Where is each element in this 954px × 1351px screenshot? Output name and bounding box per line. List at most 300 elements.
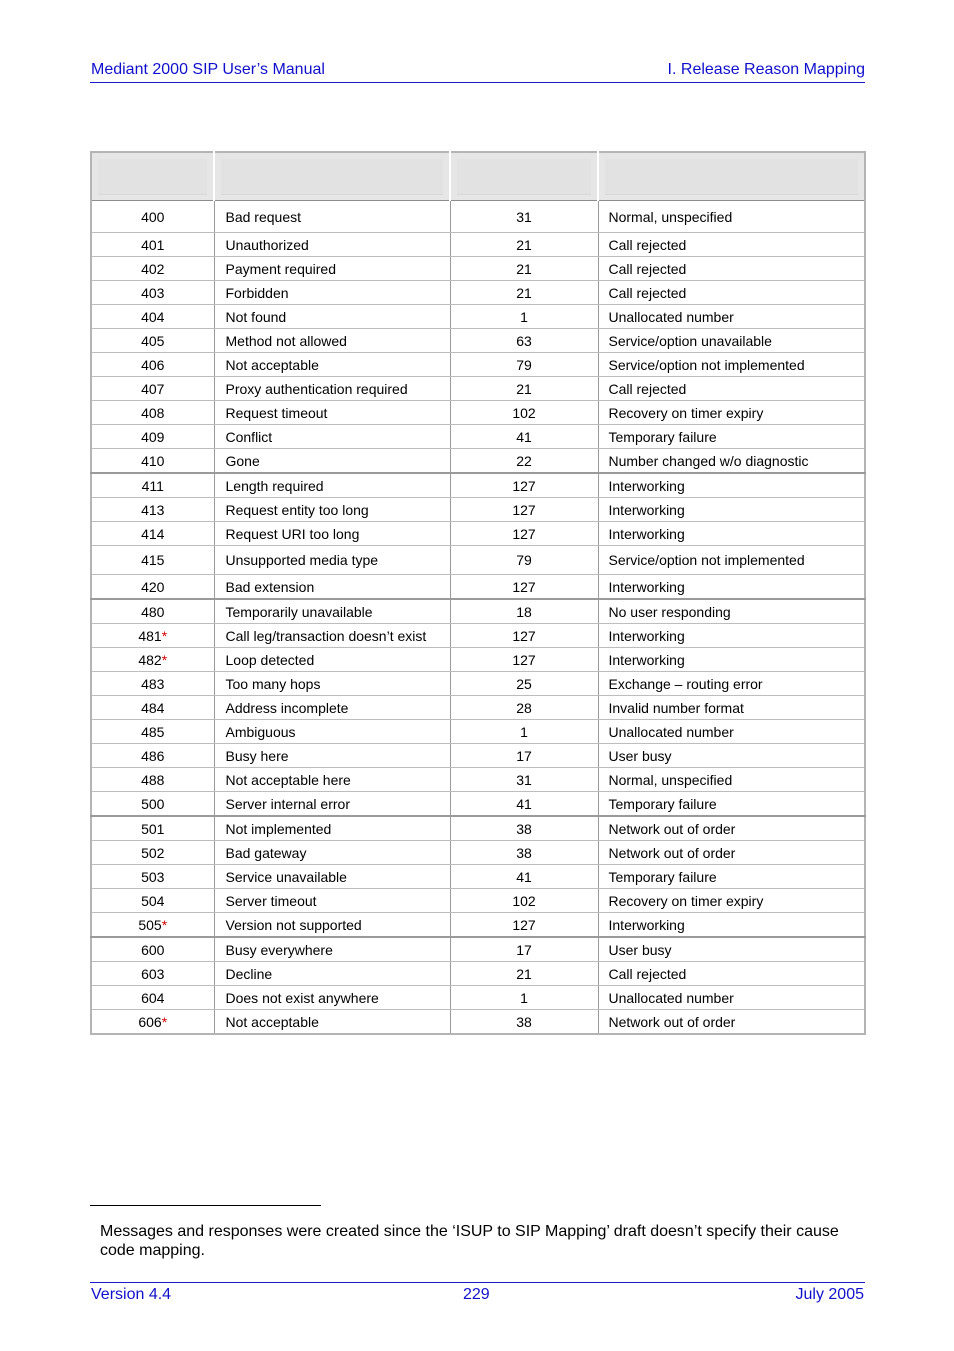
cause-description-cell xyxy=(598,913,865,938)
sip-description-cell-text: Proxy authentication required xyxy=(225,380,408,397)
sip-description-cell xyxy=(214,648,450,672)
cause-description-cell-text: Service/option not implemented xyxy=(608,356,805,373)
isdn-cause-cell-text: 18 xyxy=(516,603,532,620)
sip-description-cell-text: Decline xyxy=(225,965,273,982)
cause-description-cell xyxy=(598,522,865,546)
isdn-cause-cell xyxy=(450,575,598,600)
table-row xyxy=(91,744,865,768)
cause-description-cell-text: Service/option not implemented xyxy=(608,552,805,568)
sip-code-cell-text: 408 xyxy=(141,404,165,421)
sip-description-cell-text: Bad request xyxy=(225,208,301,225)
cause-description-cell-text: Service/option unavailable xyxy=(608,332,772,349)
cause-description-cell-text: User busy xyxy=(608,941,672,958)
sip-description-cell-text: Unsupported media type xyxy=(225,552,379,568)
cause-description-cell-text: Call rejected xyxy=(608,236,687,253)
sip-code-cell xyxy=(91,792,214,817)
table-row xyxy=(91,257,865,281)
cause-description-cell-text: Temporary failure xyxy=(608,795,717,812)
sip-code-cell xyxy=(91,744,214,768)
footer-page-number: 229 xyxy=(463,1286,490,1303)
sip-description-cell-text: Version not supported xyxy=(225,916,362,933)
sip-code-cell-text: 410 xyxy=(141,452,165,469)
sip-code-cell-text: 414 xyxy=(141,525,165,542)
cause-description-cell-text: Network out of order xyxy=(608,844,736,861)
isdn-cause-cell-text: 41 xyxy=(516,868,532,885)
sip-description-cell xyxy=(214,201,450,233)
cause-description-cell-text: No user responding xyxy=(608,603,731,620)
sip-code-cell-text: 502 xyxy=(141,844,165,861)
sip-description-cell xyxy=(214,233,450,257)
sip-description-cell xyxy=(214,599,450,624)
cause-description-cell xyxy=(598,889,865,913)
table-body xyxy=(91,201,865,1035)
sip-code-cell xyxy=(91,889,214,913)
isdn-cause-cell xyxy=(450,913,598,938)
sip-description-cell-text: Not acceptable here xyxy=(225,771,351,788)
sip-code-cell-text: 600 xyxy=(141,941,165,958)
table-row xyxy=(91,473,865,498)
cause-description-cell-text: Call rejected xyxy=(608,284,687,301)
sip-description-cell-text: Call leg/transaction doesn’t exist xyxy=(225,627,427,644)
sip-code-cell xyxy=(91,498,214,522)
sip-code-cell xyxy=(91,720,214,744)
sip-code-cell xyxy=(91,599,214,624)
isdn-cause-cell xyxy=(450,865,598,889)
sip-code-cell-text: 401 xyxy=(141,236,165,253)
sip-description-cell-text: Gone xyxy=(225,452,260,469)
footer-version: Version 4.4 xyxy=(91,1286,172,1303)
table-row xyxy=(91,841,865,865)
sip-code-cell-text: 420 xyxy=(141,578,165,595)
isdn-cause-cell-text: 41 xyxy=(516,795,532,812)
isdn-cause-cell-text: 79 xyxy=(516,356,532,373)
sip-description-cell-text: Does not exist anywhere xyxy=(225,989,379,1006)
isdn-cause-cell xyxy=(450,816,598,841)
cause-description-cell-text: Temporary failure xyxy=(608,868,717,885)
cause-description-cell-text: Normal, unspecified xyxy=(608,771,733,788)
sip-description-cell-text: Bad extension xyxy=(225,578,315,595)
isdn-cause-cell xyxy=(450,401,598,425)
cause-description-cell xyxy=(598,720,865,744)
cause-description-cell-text: User busy xyxy=(608,747,672,764)
isdn-cause-cell xyxy=(450,841,598,865)
sip-code-cell-text: 501 xyxy=(141,820,165,837)
cause-description-cell-text: Network out of order xyxy=(608,820,736,837)
sip-code-cell xyxy=(91,425,214,449)
table-header-cell xyxy=(91,152,214,201)
isdn-cause-cell-text: 38 xyxy=(516,844,532,861)
sip-code-cell xyxy=(91,865,214,889)
sip-code-cell-text: 484 xyxy=(141,699,165,716)
sip-description-cell xyxy=(214,744,450,768)
sip-description-cell-text: Temporarily unavailable xyxy=(225,603,373,620)
cause-description-cell-text: Invalid number format xyxy=(608,699,744,716)
isdn-cause-cell-text: 79 xyxy=(516,552,532,568)
isdn-cause-cell-text: 41 xyxy=(516,428,532,445)
sip-description-cell-text: Unauthorized xyxy=(225,236,309,253)
isdn-cause-cell xyxy=(450,498,598,522)
cause-description-cell xyxy=(598,575,865,600)
sip-description-cell xyxy=(214,281,450,305)
isdn-cause-cell xyxy=(450,1010,598,1035)
isdn-cause-cell xyxy=(450,425,598,449)
sip-code-cell-text: 481 xyxy=(138,627,162,644)
mapping-table-container xyxy=(90,151,864,1035)
cause-description-cell xyxy=(598,865,865,889)
footer-date: July 2005 xyxy=(795,1286,864,1303)
sip-code-cell xyxy=(91,401,214,425)
isdn-cause-cell-text: 127 xyxy=(512,525,536,542)
sip-code-cell-text: 402 xyxy=(141,260,165,277)
cause-description-cell xyxy=(598,672,865,696)
isdn-cause-cell xyxy=(450,962,598,986)
header-manual-title: Mediant 2000 SIP User’s Manual xyxy=(91,61,325,78)
sip-code-cell-text: 483 xyxy=(141,675,165,692)
sip-description-cell xyxy=(214,257,450,281)
cause-description-cell-text: Interworking xyxy=(608,916,685,933)
sip-description-cell-text: Server internal error xyxy=(225,795,350,812)
sip-code-cell-text: 485 xyxy=(141,723,165,740)
sip-description-cell xyxy=(214,449,450,474)
cause-description-cell-text: Unallocated number xyxy=(608,308,734,325)
isdn-cause-cell xyxy=(450,449,598,474)
sip-code-cell xyxy=(91,986,214,1010)
cause-description-cell xyxy=(598,648,865,672)
sip-description-cell xyxy=(214,624,450,648)
sip-code-cell-text: 415 xyxy=(141,552,165,568)
isdn-cause-cell-text: 38 xyxy=(516,820,532,837)
sip-description-cell xyxy=(214,696,450,720)
isdn-cause-cell-text: 1 xyxy=(520,308,528,325)
table-row xyxy=(91,599,865,624)
isdn-cause-cell xyxy=(450,624,598,648)
isdn-cause-cell-text: 38 xyxy=(516,1013,532,1030)
page-header xyxy=(90,61,865,83)
cause-description-cell xyxy=(598,281,865,305)
sip-description-cell-text: Not acceptable xyxy=(225,1013,319,1030)
isdn-cause-cell-text: 25 xyxy=(516,675,532,692)
table-row xyxy=(91,720,865,744)
cause-description-cell-text: Network out of order xyxy=(608,1013,736,1030)
isdn-cause-cell-text: 21 xyxy=(516,260,532,277)
release-reason-mapping-table xyxy=(90,151,866,1035)
sip-description-cell-text: Request URI too long xyxy=(225,525,360,542)
sip-code-cell-text: 606 xyxy=(138,1013,162,1030)
cause-description-cell xyxy=(598,353,865,377)
sip-code-cell xyxy=(91,353,214,377)
cause-description-cell xyxy=(598,546,865,575)
table-row xyxy=(91,672,865,696)
sip-description-cell xyxy=(214,816,450,841)
table-row xyxy=(91,962,865,986)
sip-description-cell xyxy=(214,841,450,865)
table-row xyxy=(91,696,865,720)
isdn-cause-cell-text: 21 xyxy=(516,236,532,253)
sip-description-cell-text: Ambiguous xyxy=(225,723,296,740)
table-row xyxy=(91,498,865,522)
isdn-cause-cell xyxy=(450,377,598,401)
cause-description-cell-text: Interworking xyxy=(608,501,685,518)
sip-description-cell xyxy=(214,913,450,938)
table-row xyxy=(91,449,865,474)
cause-description-cell-text: Unallocated number xyxy=(608,989,734,1006)
sip-code-cell xyxy=(91,696,214,720)
table-row xyxy=(91,624,865,648)
isdn-cause-cell xyxy=(450,648,598,672)
isdn-cause-cell-text: 63 xyxy=(516,332,532,349)
table-row xyxy=(91,305,865,329)
isdn-cause-cell xyxy=(450,986,598,1010)
sip-code-cell-text: 504 xyxy=(141,892,165,909)
sip-description-cell xyxy=(214,401,450,425)
sip-code-cell xyxy=(91,546,214,575)
isdn-cause-cell xyxy=(450,201,598,233)
sip-description-cell xyxy=(214,498,450,522)
cause-description-cell-text: Number changed w/o diagnostic xyxy=(608,452,809,469)
isdn-cause-cell xyxy=(450,522,598,546)
cause-description-cell xyxy=(598,233,865,257)
sip-code-cell xyxy=(91,449,214,474)
sip-code-cell-text: 603 xyxy=(141,965,165,982)
cause-description-cell xyxy=(598,401,865,425)
footnote-separator xyxy=(90,1205,321,1206)
isdn-cause-cell-text: 102 xyxy=(512,892,536,909)
sip-code-cell xyxy=(91,768,214,792)
cause-description-cell xyxy=(598,744,865,768)
cause-description-cell xyxy=(598,962,865,986)
isdn-cause-cell xyxy=(450,768,598,792)
table-row xyxy=(91,1010,865,1035)
sip-code-cell-text: 406 xyxy=(141,356,165,373)
sip-code-cell xyxy=(91,377,214,401)
cause-description-cell xyxy=(598,425,865,449)
isdn-cause-cell xyxy=(450,257,598,281)
sip-description-cell-text: Method not allowed xyxy=(225,332,347,349)
cause-description-cell xyxy=(598,792,865,817)
cause-description-cell-text: Interworking xyxy=(608,477,685,494)
isdn-cause-cell-text: 1 xyxy=(520,723,528,740)
cause-description-cell xyxy=(598,201,865,233)
isdn-cause-cell-text: 31 xyxy=(516,208,532,225)
sip-code-cell xyxy=(91,329,214,353)
sip-code-cell-text: 486 xyxy=(141,747,165,764)
sip-description-cell xyxy=(214,1010,450,1035)
isdn-cause-cell xyxy=(450,720,598,744)
sip-code-cell xyxy=(91,473,214,498)
sip-description-cell-text: Address incomplete xyxy=(225,699,349,716)
sip-description-cell-text: Not implemented xyxy=(225,820,332,837)
table-row xyxy=(91,792,865,817)
cause-description-cell xyxy=(598,473,865,498)
sip-code-cell xyxy=(91,962,214,986)
isdn-cause-cell xyxy=(450,353,598,377)
sip-description-cell xyxy=(214,522,450,546)
sip-code-cell xyxy=(91,1010,214,1035)
footnote-marker: * xyxy=(161,1013,168,1030)
sip-code-cell-text: 480 xyxy=(141,603,165,620)
table-row xyxy=(91,233,865,257)
sip-code-cell-text: 405 xyxy=(141,332,165,349)
sip-code-cell xyxy=(91,913,214,938)
table-row xyxy=(91,353,865,377)
table-row xyxy=(91,425,865,449)
sip-code-cell-text: 604 xyxy=(141,989,165,1006)
table-row xyxy=(91,401,865,425)
sip-description-cell xyxy=(214,672,450,696)
table-row xyxy=(91,889,865,913)
isdn-cause-cell-text: 21 xyxy=(516,965,532,982)
cause-description-cell xyxy=(598,449,865,474)
table-row xyxy=(91,201,865,233)
table-row xyxy=(91,546,865,575)
cause-description-cell-text: Call rejected xyxy=(608,260,687,277)
sip-description-cell xyxy=(214,425,450,449)
isdn-cause-cell xyxy=(450,744,598,768)
table-row xyxy=(91,648,865,672)
table-row xyxy=(91,329,865,353)
isdn-cause-cell-text: 28 xyxy=(516,699,532,716)
sip-code-cell xyxy=(91,522,214,546)
sip-description-cell xyxy=(214,937,450,962)
sip-description-cell-text: Not found xyxy=(225,308,287,325)
cause-description-cell xyxy=(598,841,865,865)
sip-description-cell-text: Length required xyxy=(225,477,324,494)
isdn-cause-cell xyxy=(450,792,598,817)
isdn-cause-cell xyxy=(450,329,598,353)
sip-code-cell xyxy=(91,257,214,281)
header-section-title: I. Release Reason Mapping xyxy=(667,61,865,78)
cause-description-cell xyxy=(598,599,865,624)
sip-description-cell-text: Payment required xyxy=(225,260,337,277)
cause-description-cell xyxy=(598,624,865,648)
isdn-cause-cell-text: 127 xyxy=(512,916,536,933)
cause-description-cell xyxy=(598,937,865,962)
sip-code-cell-text: 404 xyxy=(141,308,165,325)
isdn-cause-cell xyxy=(450,546,598,575)
page-footer xyxy=(90,1282,865,1307)
isdn-cause-cell xyxy=(450,599,598,624)
table-row xyxy=(91,937,865,962)
isdn-cause-cell-text: 127 xyxy=(512,477,536,494)
sip-code-cell-text: 505 xyxy=(138,916,162,933)
table-row xyxy=(91,913,865,938)
isdn-cause-cell xyxy=(450,473,598,498)
isdn-cause-cell-text: 22 xyxy=(516,452,532,469)
sip-code-cell xyxy=(91,816,214,841)
sip-code-cell-text: 409 xyxy=(141,428,165,445)
table-row xyxy=(91,522,865,546)
sip-code-cell-text: 488 xyxy=(141,771,165,788)
isdn-cause-cell xyxy=(450,233,598,257)
cause-description-cell xyxy=(598,768,865,792)
sip-code-cell-text: 407 xyxy=(141,380,165,397)
sip-code-cell-text: 400 xyxy=(141,208,165,225)
isdn-cause-cell-text: 127 xyxy=(512,627,536,644)
sip-description-cell-text: Conflict xyxy=(225,428,273,445)
cause-description-cell xyxy=(598,305,865,329)
cause-description-cell xyxy=(598,696,865,720)
cause-description-cell-text: Interworking xyxy=(608,525,685,542)
isdn-cause-cell-text: 17 xyxy=(516,941,532,958)
sip-description-cell xyxy=(214,546,450,575)
cause-description-cell-text: Normal, unspecified xyxy=(608,208,733,225)
footnote-marker: * xyxy=(161,651,168,668)
cause-description-cell-text: Call rejected xyxy=(608,380,687,397)
isdn-cause-cell-text: 127 xyxy=(512,651,536,668)
sip-description-cell xyxy=(214,768,450,792)
sip-description-cell xyxy=(214,865,450,889)
sip-code-cell xyxy=(91,575,214,600)
table-row xyxy=(91,865,865,889)
cause-description-cell-text: Temporary failure xyxy=(608,428,717,445)
table-row xyxy=(91,986,865,1010)
sip-description-cell xyxy=(214,305,450,329)
sip-code-cell-text: 411 xyxy=(141,477,164,494)
sip-code-cell xyxy=(91,937,214,962)
isdn-cause-cell-text: 102 xyxy=(512,404,536,421)
isdn-cause-cell-text: 1 xyxy=(520,989,528,1006)
isdn-cause-cell-text: 127 xyxy=(512,578,536,595)
table-header xyxy=(91,152,865,201)
cause-description-cell-text: Call rejected xyxy=(608,965,687,982)
table-row xyxy=(91,575,865,600)
isdn-cause-cell-text: 17 xyxy=(516,747,532,764)
sip-code-cell-text: 413 xyxy=(141,501,165,518)
table-row xyxy=(91,281,865,305)
sip-description-cell-text: Request timeout xyxy=(225,404,328,421)
cause-description-cell xyxy=(598,498,865,522)
sip-description-cell xyxy=(214,353,450,377)
sip-code-cell xyxy=(91,672,214,696)
sip-code-cell xyxy=(91,281,214,305)
footnote-marker: * xyxy=(161,627,168,644)
sip-description-cell xyxy=(214,720,450,744)
isdn-cause-cell xyxy=(450,672,598,696)
sip-code-cell xyxy=(91,648,214,672)
sip-description-cell-text: Server timeout xyxy=(225,892,317,909)
sip-description-cell xyxy=(214,986,450,1010)
sip-description-cell xyxy=(214,575,450,600)
table-row xyxy=(91,816,865,841)
sip-description-cell-text: Request entity too long xyxy=(225,501,369,518)
cause-description-cell-text: Recovery on timer expiry xyxy=(608,404,764,421)
isdn-cause-cell-text: 31 xyxy=(516,771,532,788)
cause-description-cell-text: Interworking xyxy=(608,651,685,668)
sip-description-cell-text: Not acceptable xyxy=(225,356,319,373)
sip-description-cell-text: Busy here xyxy=(225,747,289,764)
isdn-cause-cell xyxy=(450,889,598,913)
sip-code-cell xyxy=(91,201,214,233)
sip-code-cell xyxy=(91,624,214,648)
cause-description-cell xyxy=(598,816,865,841)
cause-description-cell-text: Unallocated number xyxy=(608,723,734,740)
sip-description-cell xyxy=(214,377,450,401)
table-row xyxy=(91,377,865,401)
sip-description-cell xyxy=(214,329,450,353)
isdn-cause-cell-text: 21 xyxy=(516,284,532,301)
isdn-cause-cell-text: 127 xyxy=(512,501,536,518)
sip-description-cell-text: Too many hops xyxy=(225,675,321,692)
sip-description-cell xyxy=(214,473,450,498)
sip-description-cell xyxy=(214,889,450,913)
sip-code-cell-text: 403 xyxy=(141,284,165,301)
sip-description-cell-text: Loop detected xyxy=(225,651,315,668)
isdn-cause-cell xyxy=(450,696,598,720)
cause-description-cell xyxy=(598,377,865,401)
cause-description-cell-text: Interworking xyxy=(608,578,685,595)
isdn-cause-cell xyxy=(450,937,598,962)
table-header-cell xyxy=(214,152,450,201)
